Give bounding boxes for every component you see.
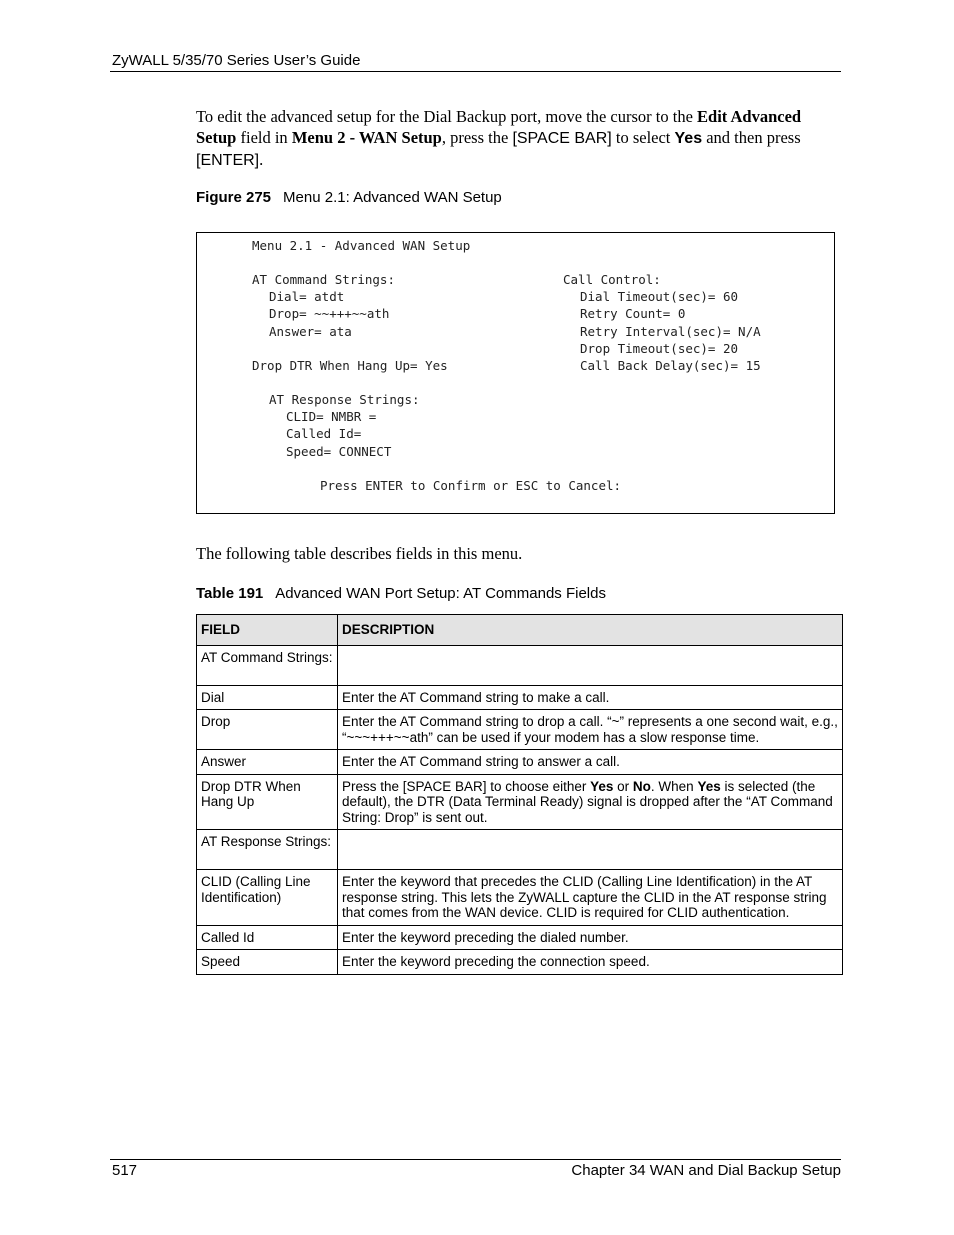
chapter-title: Chapter 34 WAN and Dial Backup Setup: [571, 1162, 841, 1179]
menu-line-call-back-delay: Call Back Delay(sec)= 15: [580, 358, 761, 373]
menu-line-dial: Dial= atdt: [269, 289, 345, 304]
menu-line-at-response-strings: AT Response Strings:: [269, 392, 420, 407]
desc-text: . When: [650, 778, 698, 794]
field-cell: Called Id: [197, 925, 338, 950]
description-cell: Enter the keyword preceding the connection speed.: [338, 950, 843, 975]
menu-line-speed: Speed= CONNECT: [286, 444, 392, 459]
figure-title: Menu 2.1: Advanced WAN Setup: [283, 189, 502, 206]
column-header-description: DESCRIPTION: [338, 615, 843, 646]
menu-line-drop-timeout: Drop Timeout(sec)= 20: [580, 341, 739, 356]
field-cell: AT Command Strings:: [197, 645, 338, 685]
intro-text: to select: [611, 128, 675, 147]
desc-text: Press the [SPACE BAR] to choose either: [342, 778, 591, 794]
menu-line-retry-interval: Retry Interval(sec)= N/A: [580, 324, 761, 339]
intro-text: field in: [236, 128, 292, 147]
intro-text: .: [259, 150, 264, 169]
menu-line-called-id: Called Id=: [286, 426, 362, 441]
menu-line-drop: Drop= ~~+++~~ath: [269, 306, 390, 321]
description-cell: [338, 645, 843, 685]
menu-line-dial-timeout: Dial Timeout(sec)= 60: [580, 289, 739, 304]
desc-text: or: [613, 778, 633, 794]
table-row: [197, 950, 843, 975]
description-cell: [338, 830, 843, 870]
menu-line-clid: CLID= NMBR =: [286, 409, 377, 424]
menu-line-drop-dtr: Drop DTR When Hang Up= Yes: [252, 358, 448, 373]
footer-rule: [110, 1159, 841, 1160]
intro-bold-edit-advanced-setup: Edit Advanced Setup: [196, 107, 802, 147]
figure-label: Figure 275: [196, 189, 272, 206]
intro-paragraph: [196, 106, 841, 171]
desc-bold-yes: Yes: [590, 778, 614, 794]
menu-title: Menu 2.1 - Advanced WAN Setup: [252, 238, 471, 253]
table-label: Table 191: [196, 585, 264, 602]
description-cell: Enter the keyword that precedes the CLID (Calling Line Identification) in the AT response string. This lets the ZyWALL capture the CLID in the AT response string that comes from the WAN device. CLID is required for CLID authentication.: [338, 870, 843, 926]
desc-bold-yes: Yes: [697, 778, 721, 794]
menu-line-retry-count: Retry Count= 0: [580, 306, 686, 321]
menu-line-answer: Answer= ata: [269, 324, 352, 339]
desc-bold-no: No: [632, 778, 651, 794]
description-cell: Enter the AT Command string to make a call.: [338, 685, 843, 710]
table-header-row: [197, 615, 843, 646]
field-cell: Drop: [197, 710, 338, 750]
column-header-field: FIELD: [197, 615, 338, 646]
table-row: [197, 710, 843, 750]
field-cell: CLID (Calling Line Identification): [197, 870, 338, 926]
running-header: ZyWALL 5/35/70 Series User’s Guide: [112, 52, 361, 69]
description-cell: Enter the AT Command string to drop a call. “~” represents a one second wait, e.g., “~~~+++~~ath” can be used if your modem has a slow response time.: [338, 710, 843, 750]
intro-bold-yes: Yes: [674, 130, 703, 147]
field-cell: AT Response Strings:: [197, 830, 338, 870]
intro-bold-menu-name: Menu 2 - WAN Setup: [291, 128, 442, 147]
field-cell: Dial: [197, 685, 338, 710]
table-title: Advanced WAN Port Setup: AT Commands Fields: [275, 585, 606, 602]
intro-key-enter: [ENTER]: [196, 152, 260, 169]
table-caption: [196, 585, 606, 602]
intro-text: and then press: [702, 128, 801, 147]
intro-text: , press the: [441, 128, 513, 147]
table-intro-paragraph: The following table describes fields in this menu.: [196, 544, 523, 563]
menu-screen: [196, 232, 835, 514]
desc-text: is selected (the default), the DTR (Data Terminal Ready) signal is dropped after the “AT Command String: Drop” is sent out.: [342, 778, 833, 825]
fields-table: [196, 614, 843, 975]
intro-text: To edit the advanced setup for the Dial Backup port, move the cursor to the: [196, 107, 698, 126]
menu-line-call-control: Call Control:: [563, 272, 661, 287]
table-row: [197, 830, 843, 870]
table-row: [197, 685, 843, 710]
description-cell: Enter the AT Command string to answer a call.: [338, 750, 843, 775]
header-rule: [110, 71, 841, 72]
field-cell: Answer: [197, 750, 338, 775]
menu-line-at-command-strings: AT Command Strings:: [252, 272, 395, 287]
intro-key-space-bar: [SPACE BAR]: [512, 130, 612, 147]
field-cell: Speed: [197, 950, 338, 975]
page-number: 517: [112, 1162, 138, 1179]
description-cell: [338, 774, 843, 830]
table-row: [197, 774, 843, 830]
table-row: [197, 750, 843, 775]
field-cell: Drop DTR When Hang Up: [197, 774, 338, 830]
description-cell: Enter the keyword preceding the dialed number.: [338, 925, 843, 950]
table-row: [197, 870, 843, 926]
menu-line-prompt: Press ENTER to Confirm or ESC to Cancel:: [320, 478, 622, 493]
table-row: [197, 925, 843, 950]
figure-caption: [196, 189, 502, 206]
table-row: [197, 645, 843, 685]
